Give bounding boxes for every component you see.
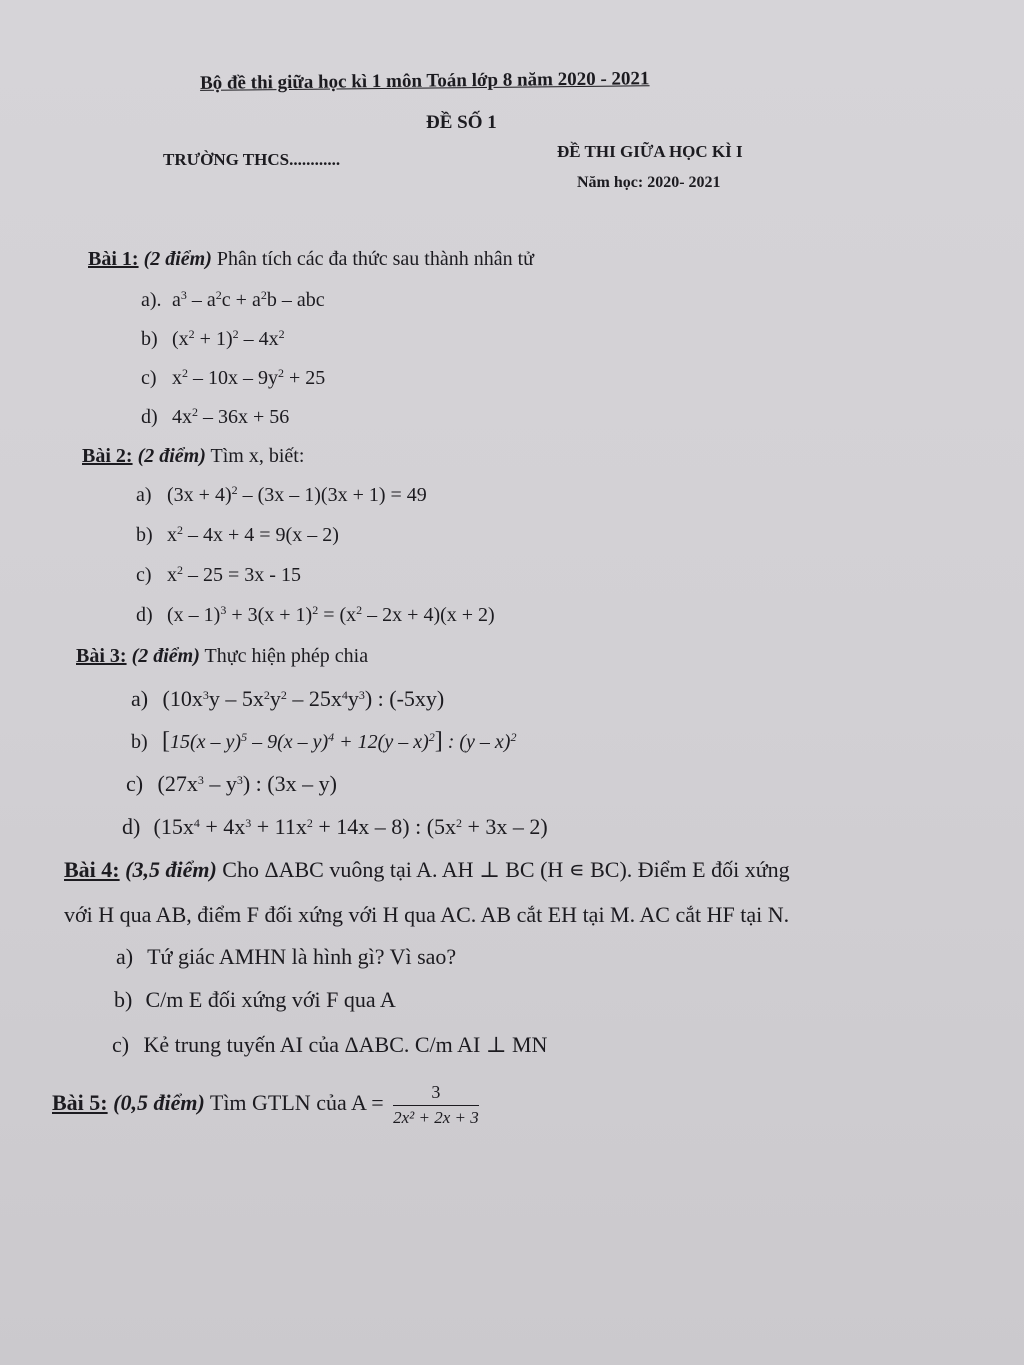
expression: $(15x^4 + 4x^3 + 11x^2 + 14x - 8)$ : $(5x^2 + 3x - 2)$ — [153, 814, 548, 839]
problem-5-label: Bài 5: — [52, 1090, 108, 1116]
expression: $x^2 - 25 = 3x - 15$ — [167, 563, 301, 586]
item-letter: b) — [141, 328, 158, 350]
expression: $(x^2 + 1)^2 - 4x^2$ — [172, 327, 285, 350]
expression: $a^3 - a^2c + a^2b$ – abc — [172, 288, 325, 311]
problem-2-item-c — [136, 564, 301, 587]
problem-4-item-b — [114, 987, 396, 1013]
item-letter: c) — [112, 1032, 130, 1057]
problem-3-item-c — [126, 771, 337, 797]
item-letter: b) — [136, 524, 153, 546]
expression: $(10x^3y - 5x^2y^2 - 25x^4y^3)$ : (-5xy) — [162, 686, 445, 711]
problem-1-prompt: Phân tích các đa thức sau thành nhân tử — [211, 248, 535, 270]
fraction — [393, 1082, 479, 1128]
problem-3-item-b — [131, 728, 516, 755]
expression: $(27x^3 - y^3)$ : (3x – y) — [157, 771, 337, 796]
problem-4-heading — [64, 857, 790, 883]
problem-2-item-d — [136, 604, 495, 627]
item-letter: b) — [131, 731, 148, 753]
item-text: Tứ giác AMHN là hình gì? Vì sao? — [147, 944, 457, 969]
problem-2-item-b — [136, 524, 339, 547]
item-letter: c) — [136, 564, 152, 586]
problem-5-points: (0,5 điểm) — [113, 1090, 205, 1116]
item-letter: d) — [122, 814, 141, 839]
problem-1-points: (2 điểm) — [143, 248, 212, 270]
item-letter: c) — [141, 367, 157, 389]
expression: $(x - 1)^3 + 3(x + 1)^2 = (x^2 - 2x + 4)(x + 2)$ — [167, 603, 495, 626]
problem-4-label: Bài 4: — [64, 857, 120, 882]
expression: [15(x – y)$^5$ – 9(x – y)$^4$ + 12(y – x)$^2$] : (y – x)$^2$ — [162, 728, 517, 754]
problem-1-item-a — [141, 289, 325, 312]
problem-2-heading — [82, 445, 304, 468]
problem-5-heading — [52, 1082, 479, 1128]
problem-2-label: Bài 2: — [82, 445, 133, 467]
problem-2-points: (2 điểm) — [137, 445, 206, 467]
problem-1-item-d — [141, 406, 289, 429]
item-letter: a). — [141, 289, 162, 311]
problem-4-item-a — [116, 944, 456, 970]
problem-3-prompt: Thực hiện phép chia — [199, 645, 369, 667]
expression: $x^2 - 4x + 4 = 9(x - 2)$ — [167, 523, 339, 546]
problem-5-prompt: Tìm GTLN của A = — [204, 1090, 390, 1116]
problem-4-line-2: với H qua AB, điểm F đối xứng với H qua AC. AB cắt EH tại M. AC cắt HF tại N. — [64, 902, 790, 927]
school-year: Năm học: 2020- 2021 — [577, 174, 721, 191]
expression: $(3x + 4)^2 - (3x - 1)(3x + 1) = 49$ — [167, 483, 427, 506]
problem-2-item-a — [136, 484, 427, 507]
problem-4-line-1: Cho ΔABC vuông tại A. AH ⊥ BC (H ∊ BC). Điểm E đối xứng — [216, 857, 790, 882]
problem-3-points: (2 điểm) — [131, 645, 200, 667]
problem-2-prompt: Tìm x, biết: — [205, 445, 305, 467]
item-letter: d) — [136, 604, 153, 626]
school-name: TRƯỜNG THCS............ — [163, 150, 341, 169]
item-text: C/m E đối xứng với F qua A — [145, 987, 396, 1012]
item-letter: c) — [126, 771, 144, 796]
problem-4-item-c — [112, 1032, 547, 1058]
problem-1-item-c — [141, 367, 325, 390]
document-title: Bộ đề thi giữa học kì 1 môn Toán lớp 8 năm 2020 - 2021 — [199, 68, 650, 94]
problem-4-points: (3,5 điểm) — [125, 857, 217, 882]
problem-3-item-a — [131, 686, 444, 712]
problem-1-heading — [88, 248, 534, 271]
fraction-denominator: 2x² + 2x + 3 — [393, 1108, 479, 1127]
exam-title: ĐỀ THI GIỮA HỌC KÌ I — [557, 142, 743, 161]
item-letter: a) — [136, 484, 152, 506]
problem-1-label: Bài 1: — [88, 248, 139, 270]
item-letter: a) — [131, 686, 149, 711]
problem-1-item-b — [141, 328, 285, 351]
exam-number: ĐỀ SỐ 1 — [426, 112, 497, 133]
item-text: Kẻ trung tuyến AI của ΔABC. C/m AI ⊥ MN — [143, 1032, 548, 1057]
item-letter: b) — [114, 987, 133, 1012]
problem-3-label: Bài 3: — [76, 645, 127, 667]
item-letter: a) — [116, 944, 134, 969]
problem-3-item-d — [122, 814, 548, 840]
item-letter: d) — [141, 406, 158, 428]
expression: $x^2 - 10x - 9y^2 + 25$ — [172, 366, 326, 389]
problem-3-heading — [76, 645, 368, 668]
fraction-numerator: 3 — [393, 1082, 479, 1106]
expression: $4x^2 - 36x + 56$ — [172, 405, 290, 428]
